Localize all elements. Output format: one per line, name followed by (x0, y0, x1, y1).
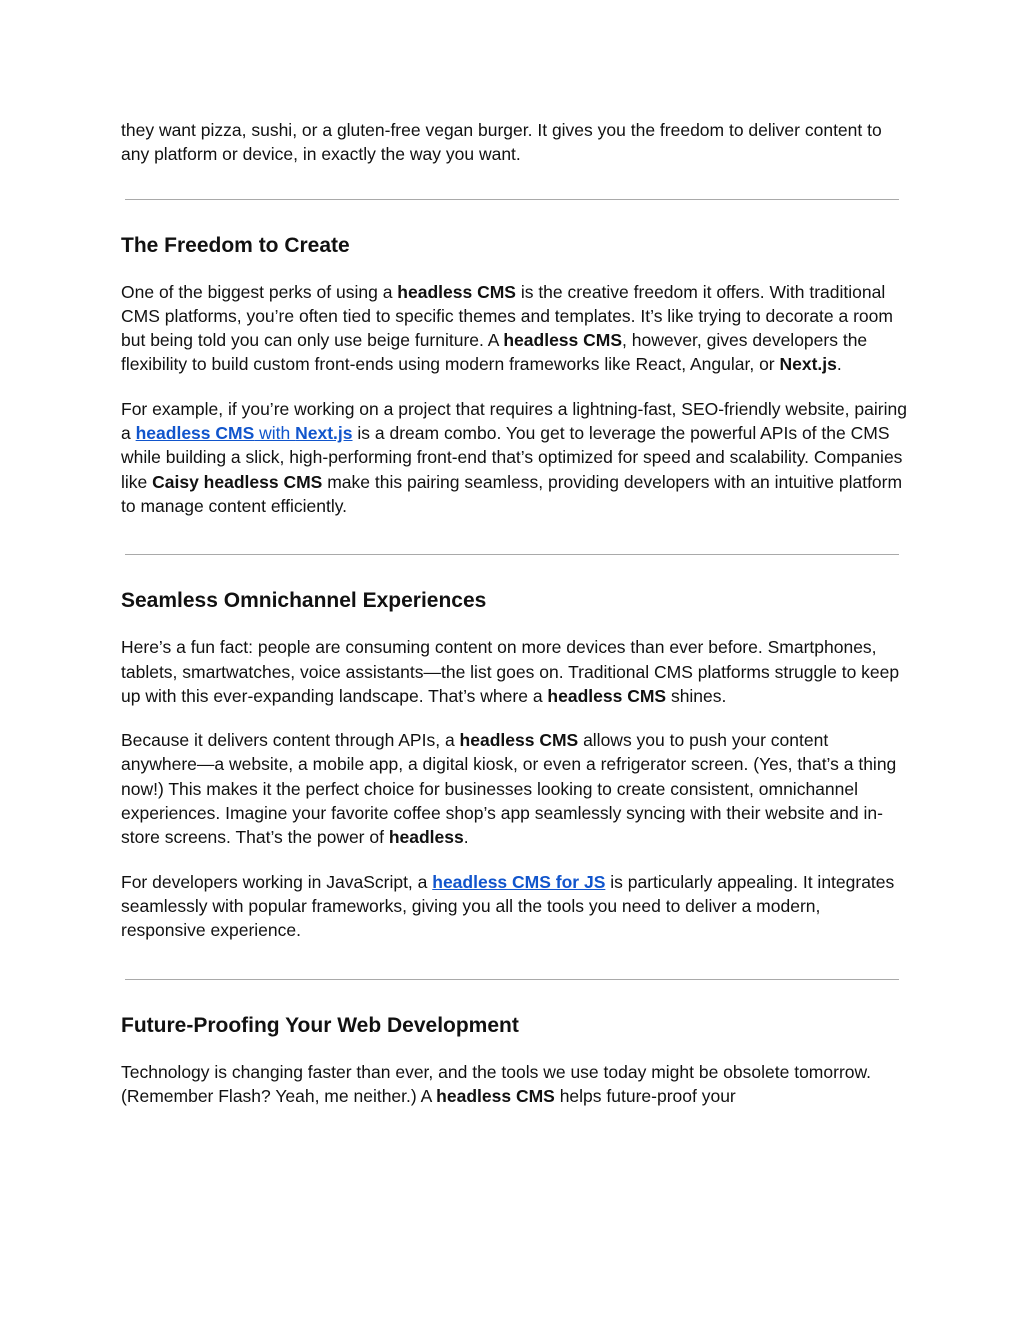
section-heading-freedom: The Freedom to Create (121, 233, 350, 257)
omnichannel-paragraph-2 (121, 728, 907, 849)
bold-term: headless CMS (397, 281, 516, 302)
bold-term: Caisy headless CMS (152, 471, 323, 492)
link-bold-part: headless CMS (135, 423, 255, 444)
text-span: shines. (666, 685, 727, 706)
text-span: is the creative freedom it offers. With traditional CMS platforms, you’re often tied to specific themes and templates. It’s like trying to decorate a room but being told you can only use beige furniture. A (121, 281, 893, 351)
text-span: Here’s a fun fact: people are consuming content on more devices than ever before. Smartphones, tablets, smartwatches, voice assistants—the list goes on. Traditional CMS platforms struggle to keep up with this ever-expanding landscape. That’s where a (121, 637, 900, 706)
text-span: For example, if you’re working on a project that requires a lightning-fast, SEO-friendly website, pairing a (121, 398, 907, 444)
text-span: , however, gives developers the flexibility to build custom front-ends using modern frameworks like React, Angular, or (121, 330, 868, 375)
link-bold-part: headless CMS for JS (432, 871, 606, 892)
bold-term: Next.js (779, 354, 837, 375)
bold-term: headless CMS (503, 330, 623, 351)
section-heading-future-proofing: Future-Proofing Your Web Development (121, 1013, 519, 1037)
intro-paragraph: they want pizza, sushi, or a gluten-free vegan burger. It gives you the freedom to deliver content to any platform or device, in exactly the way you want. (121, 120, 882, 165)
text-span: is a dream combo. You get to leverage the powerful APIs of the CMS while building a slick, high-performing front-end that’s optimized for speed and scalability. Companies like (121, 423, 903, 492)
future-proofing-paragraph-1 (121, 1060, 907, 1109)
section-divider (125, 554, 899, 555)
text-span: helps future-proof your (554, 1085, 736, 1106)
text-span: . (836, 354, 842, 375)
text-span: For developers working in JavaScript, a (121, 871, 433, 892)
section-divider (125, 199, 899, 200)
document-page (121, 118, 907, 1108)
section-divider (125, 979, 899, 980)
text-span: . (463, 827, 469, 848)
bold-term: headless (388, 827, 464, 848)
text-span: is particularly appealing. It integrates seamlessly with popular frameworks, giving you all the tools you need to deliver a modern, responsive experience. (121, 871, 895, 941)
section-heading-omnichannel: Seamless Omnichannel Experiences (121, 589, 487, 613)
headless-cms-nextjs-link[interactable] (136, 423, 353, 443)
bold-term: headless CMS (547, 685, 667, 706)
omnichannel-paragraph-3 (121, 870, 907, 943)
text-span: One of the biggest perks of using a (121, 281, 398, 302)
headless-cms-for-js-link[interactable] (432, 872, 605, 892)
text-span: make this pairing seamless, providing developers with an intuitive platform to manage content efficiently. (121, 471, 903, 516)
text-span: Technology is changing faster than ever, and the tools we use today might be obsolete tomorrow. (Remember Flash? Yeah, me neither.) A (121, 1061, 872, 1106)
omnichannel-paragraph-1 (121, 635, 907, 708)
text-span: Because it delivers content through APIs, a (121, 730, 460, 751)
link-plain-part: with (254, 423, 296, 444)
link-bold-part: Next.js (295, 423, 353, 444)
text-span: allows you to push your content anywhere—a website, a mobile app, a digital kiosk, or even a refrigerator screen. (Yes, that’s a thing now!) This makes it the perfect choice for businesses looking to create consistent, omnichannel experiences. Imagine your favorite coffee shop’s app seamlessly syncing with their website and in-store screens. That’s the power of (121, 730, 897, 848)
bold-term: headless CMS (459, 730, 579, 751)
bold-term: headless CMS (436, 1085, 555, 1106)
freedom-paragraph-1 (121, 280, 907, 377)
freedom-paragraph-2 (121, 397, 907, 518)
